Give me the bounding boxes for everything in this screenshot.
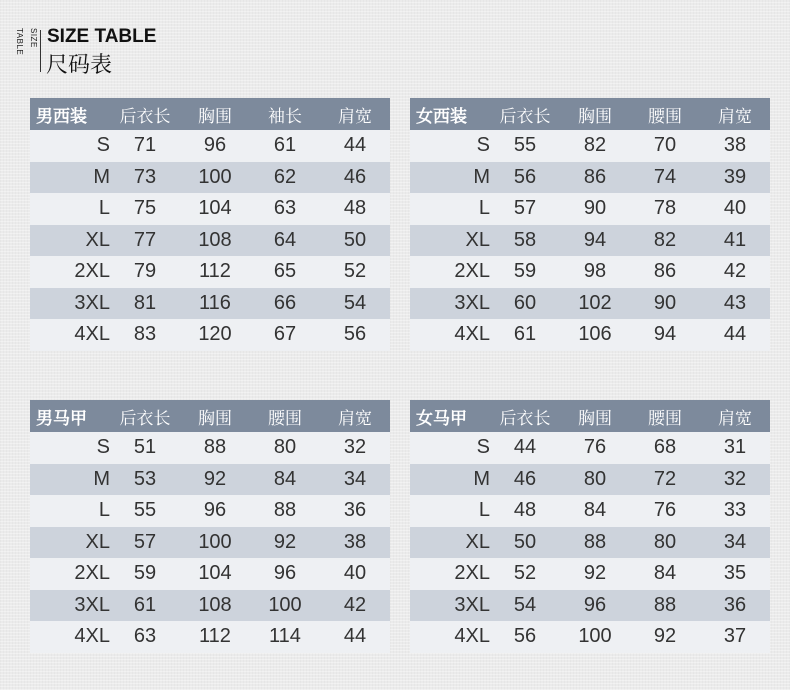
- measurement-cell: 56: [343, 323, 367, 346]
- vertical-size-table-label: SIZE TABLE: [15, 28, 38, 56]
- table-row: [30, 256, 390, 288]
- size-cell: S: [96, 134, 110, 157]
- measurement-cell: 53: [133, 467, 157, 490]
- measurement-cell: 32: [723, 467, 747, 490]
- measurement-cell: 74: [653, 165, 677, 188]
- size-table-mens-suit: [30, 98, 390, 351]
- column-header: 腰围: [268, 408, 302, 429]
- size-cell: L: [478, 197, 490, 220]
- measurement-cell: 82: [653, 228, 677, 251]
- column-header: 肩宽: [718, 106, 752, 127]
- measurement-cell: 56: [513, 165, 537, 188]
- measurement-cell: 72: [653, 467, 677, 490]
- size-cell: L: [98, 499, 110, 522]
- measurement-cell: 90: [653, 291, 677, 314]
- size-table-womens-suit: [410, 98, 770, 351]
- measurement-cell: 36: [343, 499, 367, 522]
- measurement-cell: 88: [273, 499, 297, 522]
- measurement-cell: 80: [273, 436, 297, 459]
- table-name: 女马甲: [416, 408, 467, 429]
- table-row: [30, 527, 390, 559]
- measurement-cell: 88: [653, 593, 677, 616]
- measurement-cell: 67: [273, 323, 297, 346]
- measurement-cell: 80: [583, 467, 607, 490]
- table-name: 男马甲: [36, 408, 87, 429]
- measurement-cell: 92: [203, 467, 227, 490]
- size-cell: 2XL: [454, 562, 490, 585]
- measurement-cell: 96: [203, 499, 227, 522]
- measurement-cell: 61: [513, 323, 537, 346]
- table-name: 女西装: [416, 106, 467, 127]
- measurement-cell: 82: [583, 134, 607, 157]
- title-english: SIZE TABLE: [47, 26, 157, 47]
- table-row: [410, 558, 770, 590]
- table-row: [30, 464, 390, 496]
- table-row: [410, 162, 770, 194]
- measurement-cell: 88: [583, 530, 607, 553]
- measurement-cell: 50: [513, 530, 537, 553]
- measurement-cell: 38: [723, 134, 747, 157]
- table-row: [410, 495, 770, 527]
- measurement-cell: 55: [133, 499, 157, 522]
- measurement-cell: 68: [653, 436, 677, 459]
- measurement-cell: 112: [199, 625, 231, 648]
- measurement-cell: 90: [583, 197, 607, 220]
- size-cell: 4XL: [454, 323, 490, 346]
- measurement-cell: 94: [653, 323, 677, 346]
- measurement-cell: 84: [273, 467, 297, 490]
- table-row: [30, 590, 390, 622]
- size-cell: XL: [85, 530, 110, 553]
- column-header: 肩宽: [338, 106, 372, 127]
- table-name: 男西装: [36, 106, 87, 127]
- measurement-cell: 62: [273, 165, 297, 188]
- measurement-cell: 55: [513, 134, 537, 157]
- measurement-cell: 48: [343, 197, 367, 220]
- table-row: [410, 464, 770, 496]
- column-header: 胸围: [198, 408, 232, 429]
- measurement-cell: 44: [723, 323, 747, 346]
- size-cell: S: [476, 134, 490, 157]
- measurement-cell: 108: [198, 593, 232, 616]
- measurement-cell: 51: [133, 436, 157, 459]
- measurement-cell: 73: [133, 165, 157, 188]
- measurement-cell: 61: [273, 134, 297, 157]
- measurement-cell: 52: [513, 562, 537, 585]
- size-cell: 4XL: [74, 625, 110, 648]
- measurement-cell: 57: [133, 530, 157, 553]
- size-cell: 3XL: [454, 291, 490, 314]
- table-row: [410, 621, 770, 653]
- size-cell: S: [96, 436, 110, 459]
- measurement-cell: 44: [343, 625, 367, 648]
- measurement-cell: 64: [273, 228, 297, 251]
- measurement-cell: 66: [273, 291, 297, 314]
- measurement-cell: 94: [583, 228, 607, 251]
- measurement-cell: 76: [653, 499, 677, 522]
- measurement-cell: 88: [203, 436, 227, 459]
- table-row: [410, 256, 770, 288]
- table-row: [410, 432, 770, 464]
- measurement-cell: 77: [133, 228, 157, 251]
- table-header: [410, 98, 770, 130]
- column-header: 后衣长: [499, 106, 551, 127]
- table-row: [30, 558, 390, 590]
- measurement-cell: 65: [273, 260, 297, 283]
- measurement-cell: 33: [723, 499, 747, 522]
- measurement-cell: 100: [268, 593, 302, 616]
- size-cell: L: [98, 197, 110, 220]
- measurement-cell: 86: [653, 260, 677, 283]
- size-cell: M: [93, 467, 110, 490]
- size-cell: 2XL: [74, 562, 110, 585]
- measurement-cell: 32: [343, 436, 367, 459]
- measurement-cell: 40: [723, 197, 747, 220]
- measurement-cell: 80: [653, 530, 677, 553]
- table-header: [410, 400, 770, 432]
- measurement-cell: 106: [578, 323, 612, 346]
- size-cell: M: [93, 165, 110, 188]
- size-cell: XL: [85, 228, 110, 251]
- table-row: [410, 130, 770, 162]
- measurement-cell: 37: [723, 625, 747, 648]
- measurement-cell: 54: [343, 291, 367, 314]
- measurement-cell: 31: [723, 436, 747, 459]
- size-cell: 3XL: [454, 593, 490, 616]
- measurement-cell: 112: [199, 260, 231, 283]
- size-cell: 2XL: [454, 260, 490, 283]
- table-row: [410, 319, 770, 351]
- measurement-cell: 84: [583, 499, 607, 522]
- table-row: [30, 162, 390, 194]
- column-header: 肩宽: [338, 408, 372, 429]
- measurement-cell: 84: [653, 562, 677, 585]
- size-cell: XL: [465, 530, 490, 553]
- title-chinese: 尺码表: [46, 53, 113, 78]
- size-cell: M: [473, 165, 490, 188]
- size-table-mens-vest: [30, 400, 390, 653]
- measurement-cell: 44: [343, 134, 367, 157]
- measurement-cell: 34: [723, 530, 747, 553]
- table-row: [30, 288, 390, 320]
- measurement-cell: 42: [723, 260, 747, 283]
- measurement-cell: 35: [723, 562, 747, 585]
- table-row: [30, 319, 390, 351]
- size-cell: M: [473, 467, 490, 490]
- measurement-cell: 78: [653, 197, 677, 220]
- header-divider: [40, 30, 41, 72]
- measurement-cell: 63: [133, 625, 157, 648]
- size-table-womens-vest: [410, 400, 770, 653]
- table-header: [30, 400, 390, 432]
- measurement-cell: 92: [273, 530, 297, 553]
- measurement-cell: 36: [723, 593, 747, 616]
- measurement-cell: 114: [269, 625, 301, 648]
- measurement-cell: 92: [583, 562, 607, 585]
- measurement-cell: 54: [513, 593, 537, 616]
- size-cell: L: [478, 499, 490, 522]
- measurement-cell: 34: [343, 467, 367, 490]
- measurement-cell: 60: [513, 291, 537, 314]
- measurement-cell: 75: [133, 197, 157, 220]
- measurement-cell: 96: [273, 562, 297, 585]
- table-row: [410, 193, 770, 225]
- column-header: 胸围: [198, 106, 232, 127]
- measurement-cell: 44: [513, 436, 537, 459]
- measurement-cell: 86: [583, 165, 607, 188]
- column-header: 后衣长: [119, 106, 171, 127]
- table-row: [410, 225, 770, 257]
- table-header: [30, 98, 390, 130]
- column-header: 胸围: [578, 106, 612, 127]
- measurement-cell: 104: [198, 197, 232, 220]
- measurement-cell: 39: [723, 165, 747, 188]
- measurement-cell: 42: [343, 593, 367, 616]
- measurement-cell: 56: [513, 625, 537, 648]
- measurement-cell: 96: [203, 134, 227, 157]
- measurement-cell: 50: [343, 228, 367, 251]
- measurement-cell: 59: [513, 260, 537, 283]
- size-cell: 2XL: [74, 260, 110, 283]
- measurement-cell: 83: [133, 323, 157, 346]
- size-cell: 3XL: [74, 291, 110, 314]
- size-cell: 3XL: [74, 593, 110, 616]
- measurement-cell: 61: [133, 593, 157, 616]
- measurement-cell: 58: [513, 228, 537, 251]
- measurement-cell: 96: [583, 593, 607, 616]
- measurement-cell: 52: [343, 260, 367, 283]
- column-header: 胸围: [578, 408, 612, 429]
- measurement-cell: 100: [198, 165, 232, 188]
- measurement-cell: 43: [723, 291, 747, 314]
- measurement-cell: 59: [133, 562, 157, 585]
- measurement-cell: 108: [198, 228, 232, 251]
- table-row: [30, 621, 390, 653]
- measurement-cell: 40: [343, 562, 367, 585]
- measurement-cell: 79: [133, 260, 157, 283]
- measurement-cell: 92: [653, 625, 677, 648]
- table-row: [410, 590, 770, 622]
- measurement-cell: 38: [343, 530, 367, 553]
- measurement-cell: 46: [513, 467, 537, 490]
- size-cell: 4XL: [454, 625, 490, 648]
- measurement-cell: 57: [513, 197, 537, 220]
- measurement-cell: 98: [583, 260, 607, 283]
- measurement-cell: 120: [198, 323, 232, 346]
- measurement-cell: 102: [578, 291, 612, 314]
- size-cell: 4XL: [74, 323, 110, 346]
- column-header: 肩宽: [718, 408, 752, 429]
- size-cell: XL: [465, 228, 490, 251]
- column-header: 腰围: [648, 408, 682, 429]
- table-row: [410, 288, 770, 320]
- table-row: [30, 225, 390, 257]
- table-row: [30, 495, 390, 527]
- table-row: [30, 193, 390, 225]
- column-header: 后衣长: [499, 408, 551, 429]
- column-header: 袖长: [268, 106, 302, 127]
- measurement-cell: 63: [273, 197, 297, 220]
- column-header: 腰围: [648, 106, 682, 127]
- measurement-cell: 81: [133, 291, 157, 314]
- measurement-cell: 41: [723, 228, 747, 251]
- measurement-cell: 100: [198, 530, 232, 553]
- column-header: 后衣长: [119, 408, 171, 429]
- measurement-cell: 70: [653, 134, 677, 157]
- measurement-cell: 71: [133, 134, 157, 157]
- measurement-cell: 104: [198, 562, 232, 585]
- measurement-cell: 46: [343, 165, 367, 188]
- measurement-cell: 100: [578, 625, 612, 648]
- table-row: [30, 130, 390, 162]
- table-row: [410, 527, 770, 559]
- size-cell: S: [476, 436, 490, 459]
- measurement-cell: 48: [513, 499, 537, 522]
- measurement-cell: 116: [199, 291, 231, 314]
- table-row: [30, 432, 390, 464]
- measurement-cell: 76: [583, 436, 607, 459]
